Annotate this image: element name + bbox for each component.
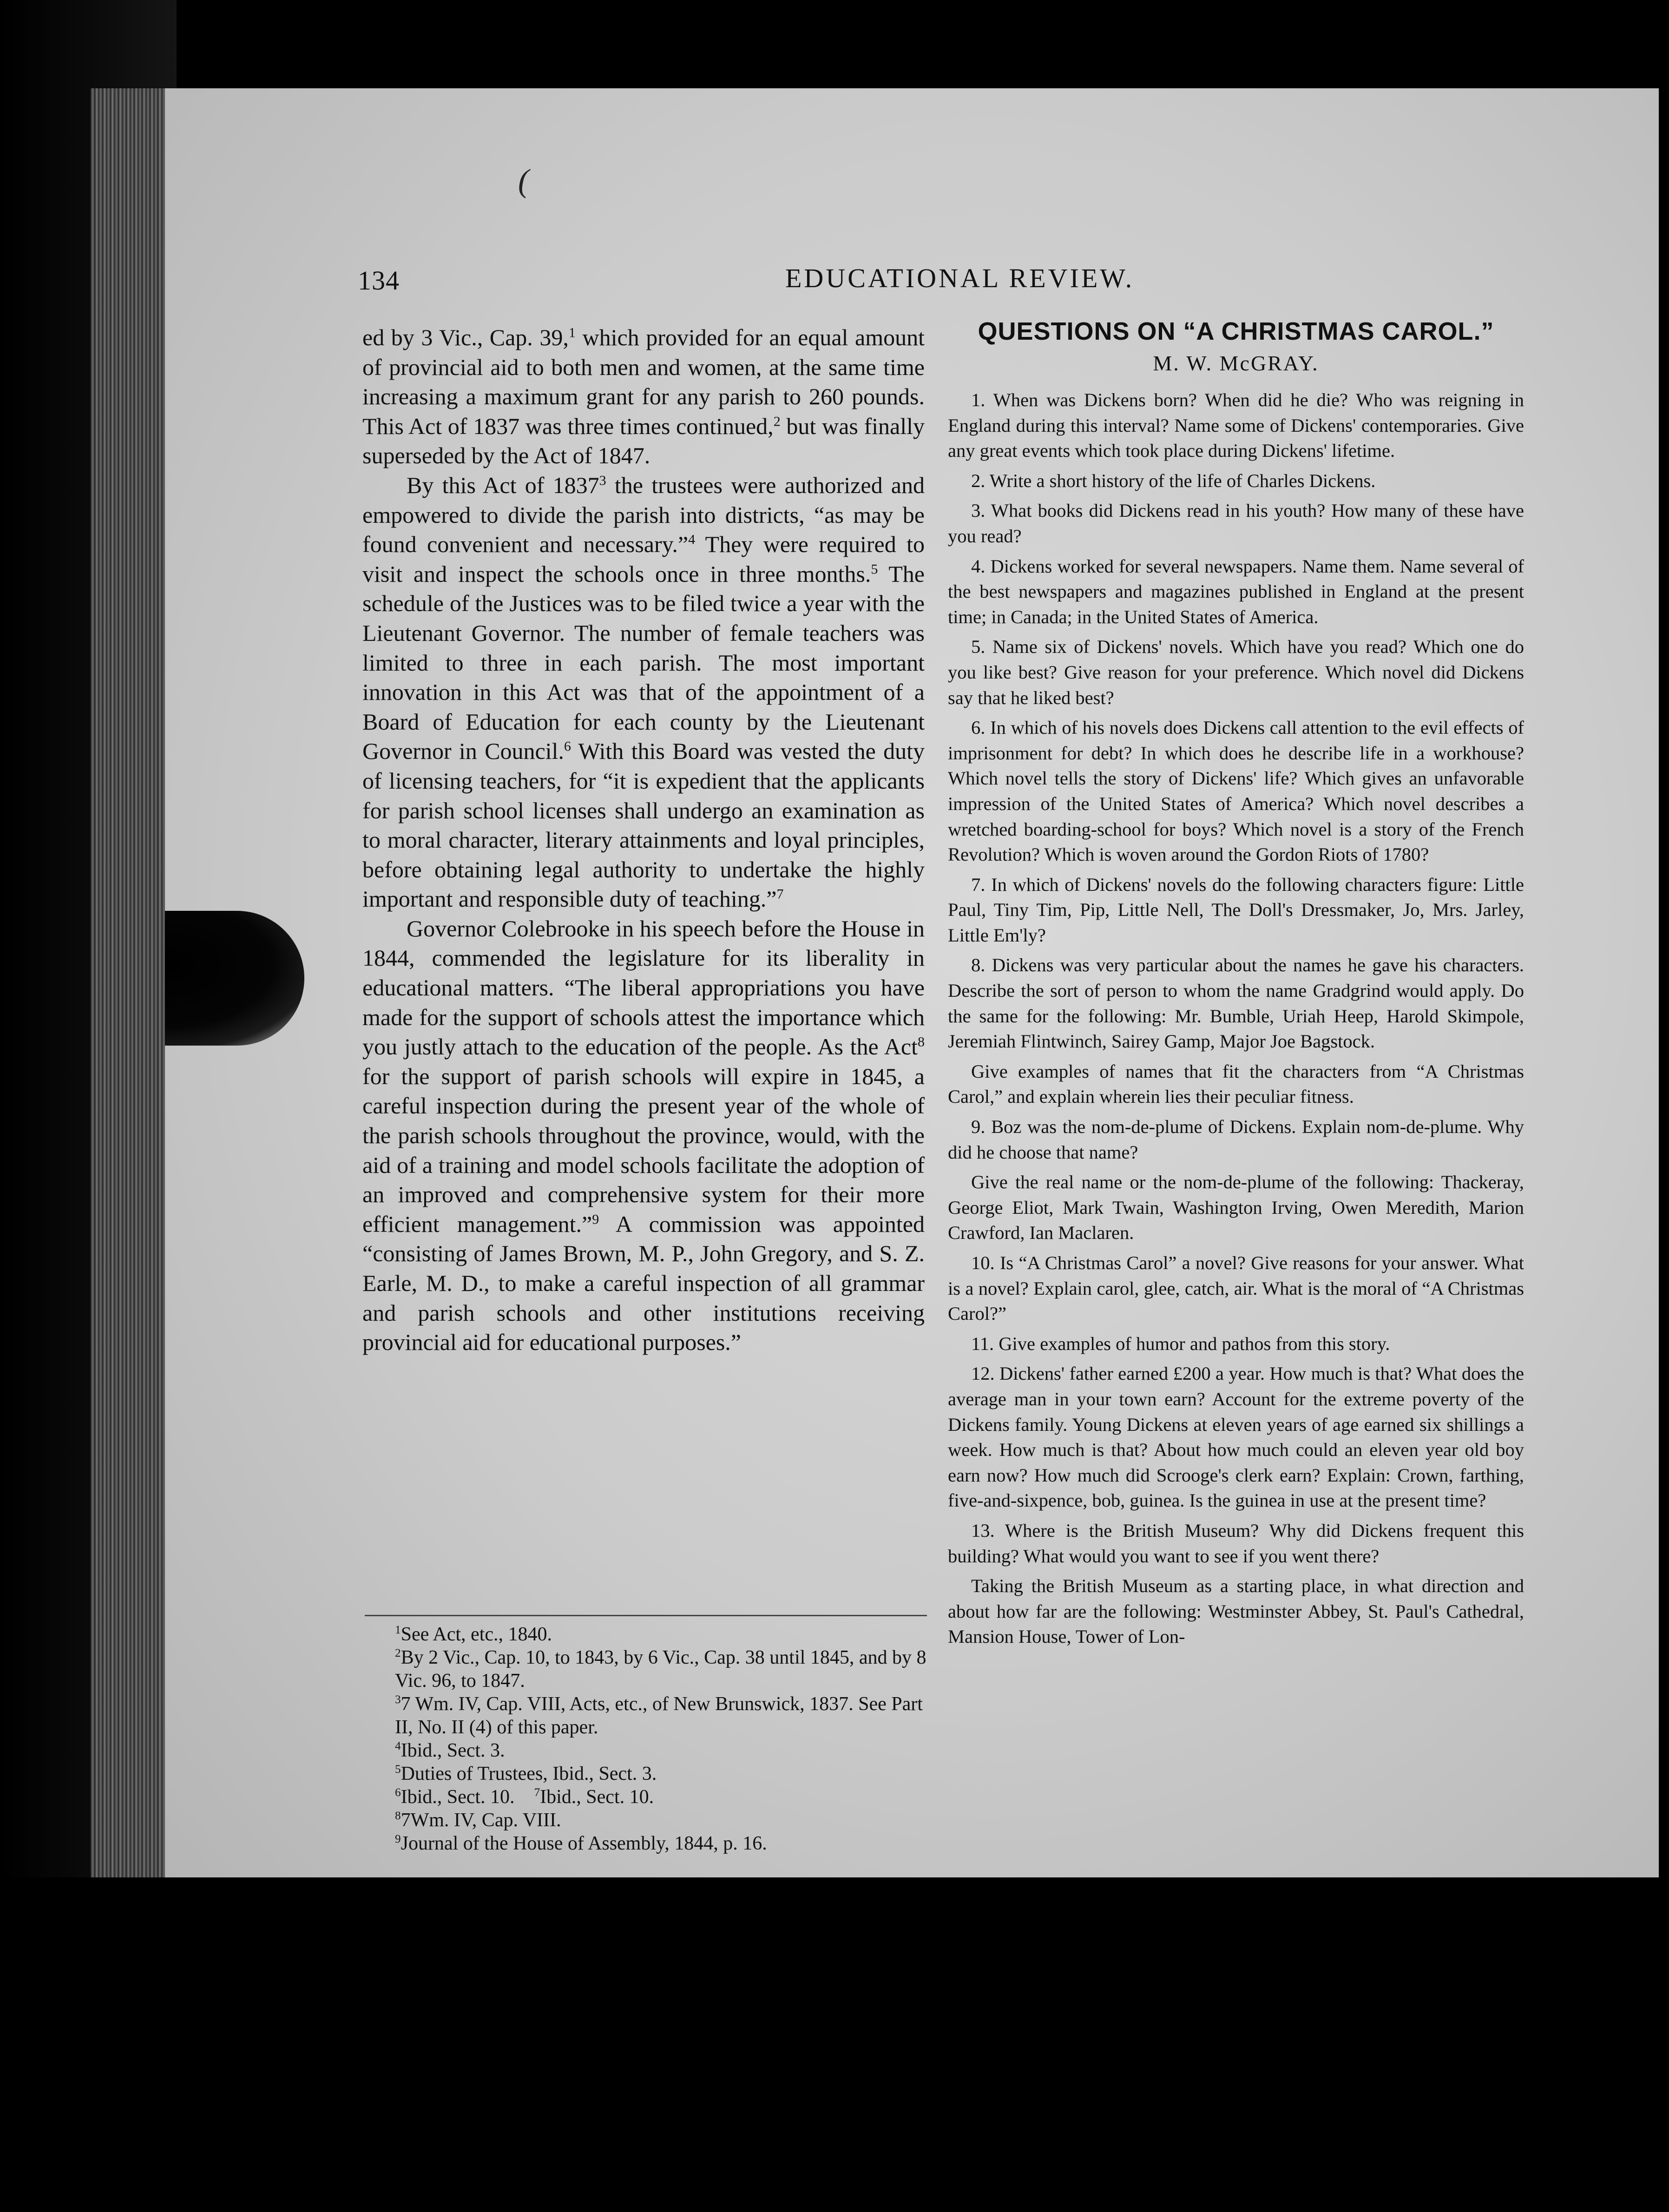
footnote-8: $^8$7Wm. IV, Cap. VIII. [395,1810,561,1831]
footnote-3: $^3$7 Wm. IV, Cap. VIII, Acts, etc., of New Brunswick, 1837. See Part II, No. II (4) of this paper. [395,1693,923,1738]
question-12: 12. Dickens' father earned £200 a year. How much is that? What does the average man in your town earn? Account for the extreme poverty of the Dickens family. Young Dickens at eleven years of age earned six shillings a week. How much is that? About how much could an eleven year old boy earn now? How much did Scrooge's clerk earn? Explain: Crown, farthing, five-and-sixpence, bob, guinea. Is the guinea in use at the present time? [948,1363,1524,1511]
footnote-2: $^2$By 2 Vic., Cap. 10, to 1843, by 6 Vic., Cap. 38 until 1845, and by 8 Vic. 96, to 1847. [395,1647,926,1692]
footnote-9: $^9$Journal of the House of Assembly, 1844, p. 16. [395,1833,767,1854]
question-6: 6. In which of his novels does Dickens call attention to the evil effects of imprisonment for debt? In which does he describe life in a workhouse? Which novel tells the story of Dickens' life? Which gives an unfavorable impression of the United States of America? Which novel describes a wretched boarding-school for boys? Which novel is a story of the French Revolution? Which is woven around the Gordon Riots of 1780? [948,717,1524,865]
footnotes [365,1615,927,1855]
question-9-continued: Give the real name or the nom-de-plume of the following: Thackeray, George Eliot, Mark Twain, Washington Irving, Owen Meredith, Marion Crawford, Ian Maclaren. [948,1172,1524,1244]
question-2: 2. Write a short history of the life of Charles Dickens. [971,470,1376,491]
question-11: 11. Give examples of humor and pathos from this story. [971,1333,1390,1354]
paragraph-1: ed by 3 Vic., Cap. 39,$^1$ which provided for an equal amount of provincial aid to both men and women, at the same time increasing a maximum grant for any parish to 260 pounds. This Act of 1837 was three times continued,$^2$ but was finally superseded by the Act of 1847. [362,324,925,469]
question-8: 8. Dickens was very particular about the names he gave his characters. Describe the sort of person to whom the name Gradgrind would apply. Do the same for the following: Mr. Bumble, Uriah Heep, Harold Skimpole, Jeremiah Flintwinch, Sairey Gamp, Major Joe Bagstock. [948,955,1524,1052]
question-1: 1. When was Dickens born? When did he die? Who was reigning in England during this interval? Name some of Dickens' contemporaries. Give any great events which took place during Dickens' lifetime. [948,389,1524,461]
footnote-5: $^5$Duties of Trustees, Ibid., Sect. 3. [395,1763,657,1784]
page-number: 134 [358,265,400,296]
left-column [362,323,925,1357]
paragraph-3: Governor Colebrooke in his speech before the House in 1844, commended the legislature for its liberality in educational matters. “The liberal appropriations you have made for the support of schools attest the importance which you justly attach to the education of the people. As the Act$^8$ for the support of parish schools will expire in 1845, a careful inspection during the present year of the whole of the parish schools throughout the province, would, with the aid of a training and model schools facilitate the adoption of an improved and comprehensive system for their more efficient management.”$^9$ A commission was appointed “consisting of James Brown, M. P., John Gregory, and S. Z. Earle, M. D., to make a careful inspection of all grammar and parish schools and other institutions receiving provincial aid for educational purposes.” [362,915,925,1356]
running-head: EDUCATIONAL REVIEW. [785,263,1135,293]
question-7: 7. In which of Dickens' novels do the following characters figure: Little Paul, Tiny Tim, Pip, Little Nell, The Doll's Dressmaker, Jo, Mrs. Jarley, Little Em'ly? [948,874,1524,946]
article-author: M. W. McGRAY. [1153,351,1319,375]
article-title: QUESTIONS ON “A CHRISTMAS CAROL.” [978,317,1494,345]
question-4: 4. Dickens worked for several newspapers. Name them. Name several of the best newspapers and magazines published in England at the present time; in Canada; in the United States of America. [948,555,1524,627]
book-page-edges [91,88,177,1882]
finger-shadow [165,911,304,1046]
footnote-6-7: $^6$Ibid., Sect. 10. $^7$Ibid., Sect. 10. [395,1786,654,1808]
scan-bottom-background [0,1877,1669,2212]
question-13: 13. Where is the British Museum? Why did Dickens frequent this building? What would you want to see if you went there? [948,1520,1524,1567]
right-column [948,316,1524,1654]
footnote-4: $^4$Ibid., Sect. 3. [395,1740,505,1761]
question-10: 10. Is “A Christmas Carol” a novel? Give reasons for your answer. What is a novel? Explain carol, glee, catch, air. What is the moral of “A Christmas Carol?” [948,1252,1524,1324]
footnote-1: $^1$See Act, etc., 1840. [395,1624,552,1645]
question-3: 3. What books did Dickens read in his youth? How many of these have you read? [948,500,1524,546]
question-13-continued: Taking the British Museum as a starting place, in what direction and about how far are the following: Westminster Abbey, St. Paul's Cathedral, Mansion House, Tower of Lon- [948,1575,1524,1647]
footnote-rule [365,1615,927,1616]
question-5: 5. Name six of Dickens' novels. Which have you read? Which one do you like best? Give reason for your preference. Which novel did Dickens say that he liked best? [948,636,1524,708]
question-9: 9. Boz was the nom-de-plume of Dickens. Explain nom-de-plume. Why did he choose that name? [948,1116,1524,1163]
paragraph-2: By this Act of 1837$^3$ the trustees were authorized and empowered to divide the parish into districts, “as may be found convenient and necessary.”$^4$ They were required to visit and inspect the schools once in three months.$^5$ The schedule of the Justices was to be filed twice a year with the Lieutenant Governor. The number of female teachers was limited to three in each parish. The most important innovation in this Act was that of the appointment of a Board of Education for each county by the Lieutenant Governor in Council.$^6$ With this Board was vested the duty of licensing teachers, for “it is expedient that the applicants for parish school licenses shall undergo an examination as to moral character, literary attainments and loyal principles, before obtaining legal authority to undertake the highly important and responsible duty of teaching.”$^7$ [362,472,925,912]
question-8-continued: Give examples of names that fit the characters from “A Christmas Carol,” and explain wherein lies their peculiar fitness. [948,1060,1524,1107]
pencil-mark: ( [518,163,529,199]
